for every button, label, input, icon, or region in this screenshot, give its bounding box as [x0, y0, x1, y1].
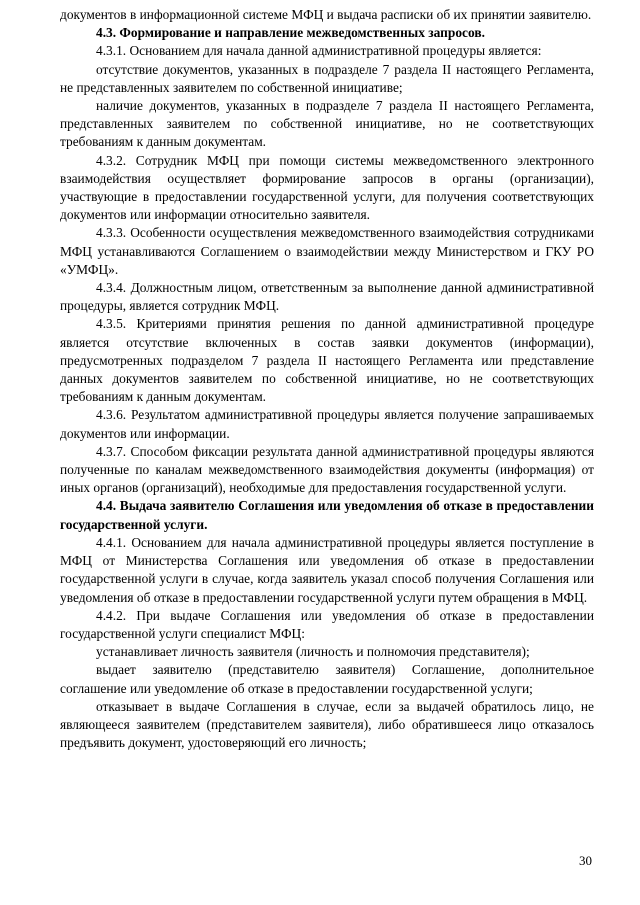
- paragraph-4-3-6: 4.3.6. Результатом административной процедуры является получение запрашиваемых документов или информации.: [60, 407, 594, 441]
- paragraph-list-item: устанавливает личность заявителя (личность и полномочия представителя);: [96, 644, 530, 660]
- paragraph-4-3-1: 4.3.1. Основанием для начала данной административной процедуры является:: [96, 43, 542, 59]
- paragraph-4-3-5: 4.3.5. Критериями принятия решения по данной административной процедуре является отсутствие включенных в состав заявки документов (информации), предусмотренных подразделом 7 раздела II настоящего Регламента или представление данных документов заявителем по собственной инициативе, но не соответствующих требованиям к данным документам.: [60, 316, 594, 405]
- paragraph-list-item: отказывает в выдаче Соглашения в случае, если за выдачей обратилось лицо, не являющееся заявителем (представителем заявителя), либо обратившееся лицо отказалось предъявить документ, удостоверяющий его личность;: [60, 698, 594, 751]
- paragraph-list-item: наличие документов, указанных в подразделе 7 раздела II настоящего Регламента, представленных заявителем по собственной инициативе, но не соответствующих требованиям к данным документам.: [60, 98, 594, 150]
- paragraph-list-item: отсутствие документов, указанных в подразделе 7 раздела II настоящего Регламента, не представленных заявителем по собственной инициативе;: [60, 61, 594, 95]
- paragraph-4-3-2: 4.3.2. Сотрудник МФЦ при помощи системы межведомственного электронного взаимодействия осуществляет формирование запросов в органы (организации), участвующие в предоставлении государственной услуги, для получения соответствующих документов или информации относительно заявителя.: [60, 152, 594, 223]
- section-heading-4-4: 4.4. Выдача заявителю Соглашения или уведомления об отказе в предоставлении государственной услуги.: [60, 498, 594, 532]
- paragraph-4-3-4: 4.3.4. Должностным лицом, ответственным за выполнение данной административной процедуры, является сотрудник МФЦ.: [60, 280, 594, 314]
- document-body: [60, 6, 594, 752]
- paragraph-4-3-7: 4.3.7. Способом фиксации результата данной административной процедуры являются полученные по каналам межведомственного взаимодействия документы (информация) от иных органов (организаций), необходимые для предоставления государственной услуги.: [60, 443, 594, 496]
- paragraph-list-item: выдает заявителю (представителю заявителя) Соглашение, дополнительное соглашение или уведомление об отказе в предоставлении государственной услуги;: [60, 662, 594, 696]
- paragraph-4-4-1: 4.4.1. Основанием для начала административной процедуры является поступление в МФЦ от Министерства Соглашения или уведомления об отказе в предоставлении государственной услуги в случае, когда заявитель указал способ получения Соглашения или уведомления об отказе в предоставлении государственной услуги путем обращения в МФЦ.: [60, 534, 594, 605]
- section-heading-4-3: 4.3. Формирование и направление межведомственных запросов.: [96, 25, 485, 41]
- paragraph-continuation: документов в информационной системе МФЦ и выдача расписки об их принятии заявителю.: [60, 7, 592, 22]
- paragraph-4-4-2: 4.4.2. При выдаче Соглашения или уведомления об отказе в предоставлении государственной услуги специалист МФЦ:: [60, 607, 594, 641]
- page-number: 30: [579, 853, 592, 868]
- paragraph-4-3-3: 4.3.3. Особенности осуществления межведомственного взаимодействия сотрудниками МФЦ устанавливаются Соглашением о взаимодействии между Министерством и ГКУ РО «УМФЦ».: [60, 225, 594, 277]
